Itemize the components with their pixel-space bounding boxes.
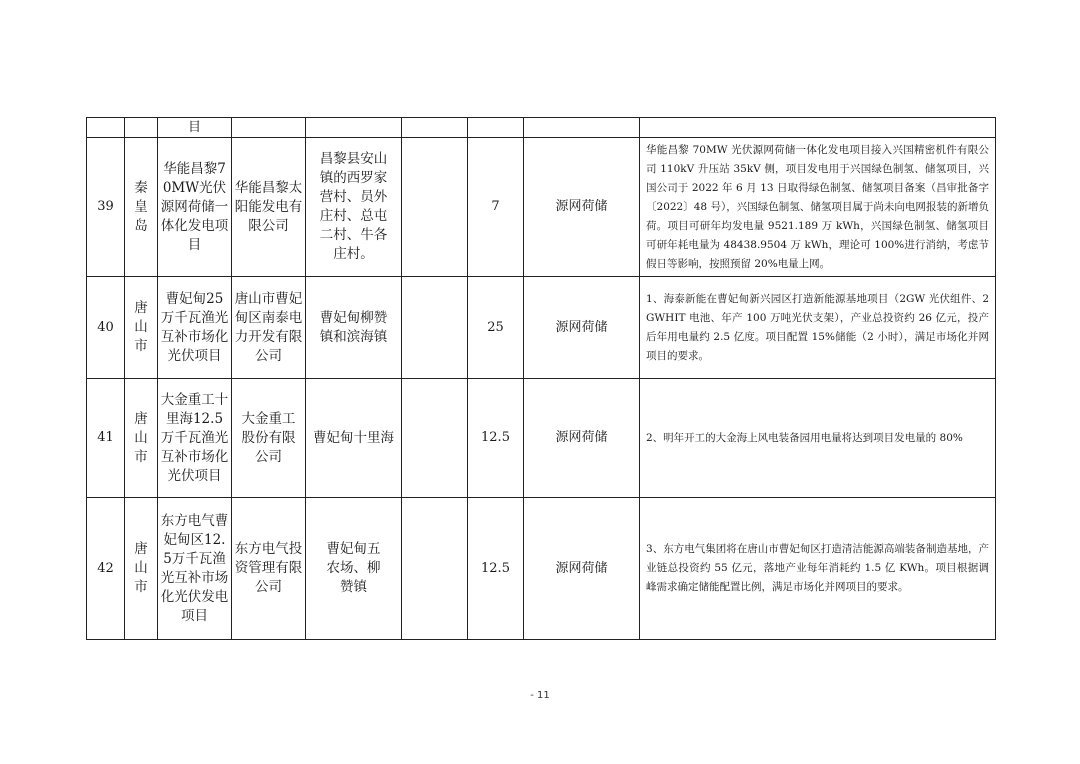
row-number: 40 (87, 277, 125, 379)
project-table (86, 117, 996, 640)
description-cell: 1、海泰新能在曹妃甸新兴园区打造新能源基地项目（2GW 光伏组件、2GWHIT 电池、年产 100 万吨光伏支架），产业总投资约 26 亿元，投产后年用电量约 2.5 亿度。项目配置 15%储能（2 小时），满足市场化并网项目的要求。 (640, 277, 996, 379)
company-cell: 唐山市曹妃甸区南泰电力开发有限公司 (232, 277, 306, 379)
project-name-cell: 曹妃甸25万千瓦渔光互补市场化光伏项目 (158, 277, 232, 379)
city-cell: 唐山市 (125, 498, 158, 640)
row-number: 39 (87, 138, 125, 277)
table-row (87, 379, 996, 498)
type-cell: 源网荷储 (524, 379, 640, 498)
header-cell-empty (402, 118, 468, 138)
page-number: - 11 (530, 690, 550, 701)
row-number: 41 (87, 379, 125, 498)
description-cell: 3、东方电气集团将在唐山市曹妃甸区打造清洁能源高端装备制造基地，产业链总投资约 55 亿元，落地产业每年消耗约 1.5 亿 KWh。项目根据调峰需求确定储能配置比例，满足市场化并网项目的要求。 (640, 498, 996, 640)
description-cell: 2、明年开工的大金海上风电装备园用电量将达到项目发电量的 80% (640, 379, 996, 498)
city-cell: 唐山市 (125, 277, 158, 379)
location-cell: 曹妃甸五农场、柳赞镇 (306, 498, 402, 640)
description-cell: 华能昌黎 70MW 光伏源网荷储一体化发电项目接入兴国精密机件有限公司 110kV 升压站 35kV 侧，项目发电用于兴国绿色制氢、储氢项目，兴国公司于 2022 年 6 月 13 日取得绿色制氢、储氢项目备案（昌审批备字〔2022〕48 号），兴国绿色制氢、储氢项目属于尚未向电网报装的新增负荷。项目可研年均发电量 9521.189 万 kWh，兴国绿色制氢、储氢项目可研年耗电量为 48438.9504 万 kWh，理论可 100%进行消纳，考虑节假日等影响，按照预留 20%电量上网。 (640, 138, 996, 277)
location-cell: 曹妃甸十里海 (306, 379, 402, 498)
header-cell-empty (232, 118, 306, 138)
capacity-cell: 25 (468, 277, 524, 379)
table-row (87, 138, 996, 277)
capacity-cell: 12.5 (468, 379, 524, 498)
header-cell-empty (468, 118, 524, 138)
capacity-cell: 12.5 (468, 498, 524, 640)
city-cell: 秦皇岛 (125, 138, 158, 277)
company-cell: 东方电气投资管理有限公司 (232, 498, 306, 640)
project-name-cell: 东方电气曹妃甸区12.5万千瓦渔光互补市场化光伏发电项目 (158, 498, 232, 640)
header-cell-name: 目 (158, 118, 232, 138)
blank-cell (402, 379, 468, 498)
blank-cell (402, 277, 468, 379)
location-cell: 昌黎县安山镇的西罗家营村、员外庄村、总屯二村、牛各庄村。 (306, 138, 402, 277)
type-cell: 源网荷储 (524, 277, 640, 379)
project-name-cell: 华能昌黎70MW光伏源网荷储一体化发电项目 (158, 138, 232, 277)
continued-header-row (87, 118, 996, 138)
header-cell-empty (125, 118, 158, 138)
header-cell-empty (306, 118, 402, 138)
location-cell: 曹妃甸柳赞镇和滨海镇 (306, 277, 402, 379)
header-cell-empty (524, 118, 640, 138)
capacity-cell: 7 (468, 138, 524, 277)
blank-cell (402, 498, 468, 640)
type-cell: 源网荷储 (524, 498, 640, 640)
company-cell: 大金重工股份有限公司 (232, 379, 306, 498)
blank-cell (402, 138, 468, 277)
row-number: 42 (87, 498, 125, 640)
city-cell: 唐山市 (125, 379, 158, 498)
type-cell: 源网荷储 (524, 138, 640, 277)
table-row (87, 277, 996, 379)
header-cell-empty (640, 118, 996, 138)
header-cell-empty (87, 118, 125, 138)
table-row (87, 498, 996, 640)
company-cell: 华能昌黎太阳能发电有限公司 (232, 138, 306, 277)
project-name-cell: 大金重工十里海12.5万千瓦渔光互补市场化光伏项目 (158, 379, 232, 498)
